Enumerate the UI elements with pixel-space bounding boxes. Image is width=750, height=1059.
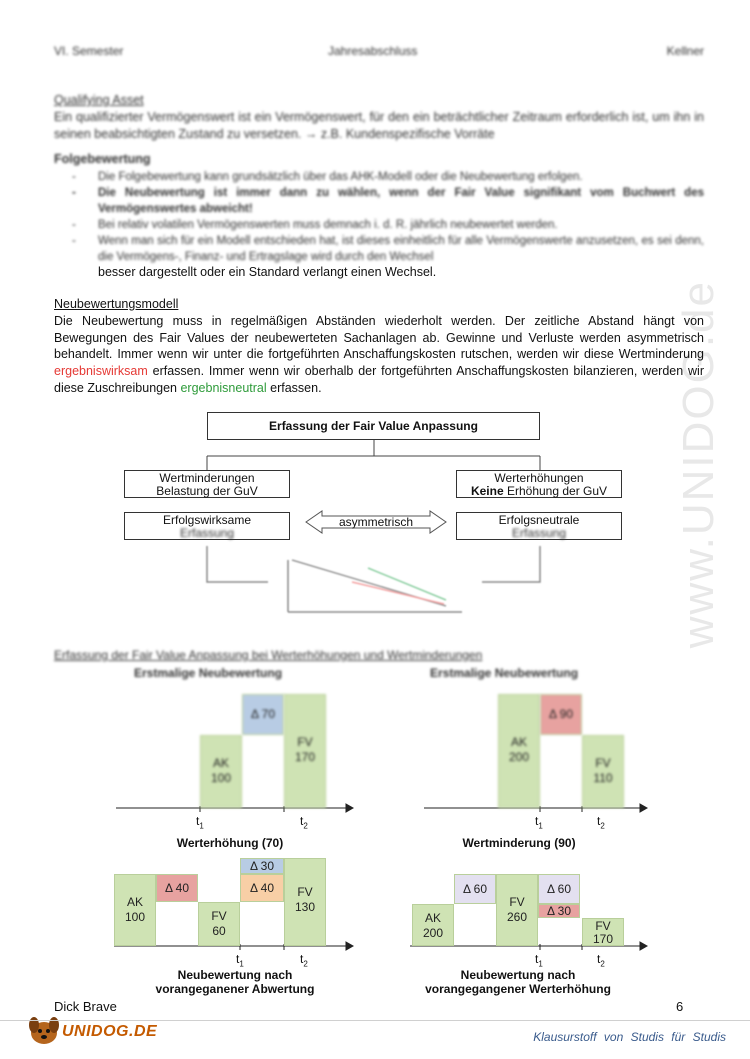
chart2-ak-label: AK [510, 735, 527, 749]
flow-right2-line-2: Erfassung [511, 526, 567, 540]
chart3-fv2-value: 130 [294, 900, 316, 914]
chart3-caption [120, 968, 350, 996]
header-left: VI. Semester [54, 44, 124, 58]
section2-title: Erfassung der Fair Value Anpassung bei Werterhöhungen und Wertminderungen [54, 648, 483, 662]
chart4-t1-label: $t_1$ [535, 952, 543, 969]
footer-page-number: 6 [676, 999, 684, 1014]
chart3-fv2-bar [284, 858, 326, 946]
chart1-t1-label: $t_1$ [196, 814, 204, 831]
chart3-fv2-label: FV [297, 885, 313, 899]
chart4-caption-line-1: Neubewertung nach [460, 968, 576, 982]
chart2-delta-bar: Δ 90 [540, 694, 582, 735]
chart3-ak-value: 100 [124, 910, 146, 924]
chart1-fv-value: 170 [294, 750, 316, 764]
chart4-fv1-bar [496, 874, 538, 946]
chart4-caption-line-2: vorangegangener Werterhöhung [425, 982, 611, 996]
flow-top-box: Erfassung der Fair Value Anpassung [207, 412, 540, 440]
chart1-t2-label: $t_2$ [300, 814, 308, 831]
chart4-caption [404, 968, 632, 996]
chart4-fv2-bar [582, 918, 624, 946]
chart3-ak-label: AK [126, 895, 143, 909]
chart4-delta-60-second: Δ 60 [538, 874, 580, 904]
folge-title: Folgebewertung [54, 152, 151, 166]
chart3-t2-label: $t_2$ [300, 952, 308, 969]
flow-middle-label: asymmetrisch [338, 515, 413, 529]
chart3-caption-line-1: Neubewertung nach [177, 968, 293, 982]
chart1-ak-label: AK [212, 756, 229, 770]
chart3-delta-30-blue: Δ 30 [240, 858, 284, 874]
chart1-delta-bar: Δ 70 [242, 694, 284, 735]
unidog-logo [24, 1013, 158, 1047]
chart2-ak-bar [498, 694, 540, 808]
chart3-caption-line-2: vorangeganener Abwertung [155, 982, 315, 996]
chart3-ak-bar [114, 874, 156, 946]
flow-right-keine: Keine [470, 484, 504, 498]
dog-icon [24, 1013, 64, 1047]
chart4-fv1-label: FV [509, 895, 525, 909]
section2-right-subtitle: Erstmalige Neubewertung [430, 666, 579, 680]
neubewertung-text-1: Die Neubewertung muss in regelmäßigen Abständen wiederholt werden. Der zeitliche Abstand hängt von Bewegungen des Fair Values der neubewerteten Sachanlagen ab. Gewinne und Verluste werden asymmetrisch behandelt. Immer wenn wir unter die fortgeführten Anschaffungskosten rutschen, werden wir diese Wertminderung [54, 313, 704, 362]
watermark-text: www.UNIDOG.de [674, 280, 723, 649]
qualifying-title: Qualifying Asset [54, 93, 144, 107]
qualifying-text: Ein qualifizierter Vermögenswert ist ein Vermögenswert, für den ein beträchtlicher Zeitraum erforderlich ist, um ihn in seinen beabsichtigten Zustand zu versetzen. → z.B. Kundenspezifische Vorräte [54, 109, 704, 141]
chart3-fv1-value: 60 [212, 924, 226, 938]
chart4-delta-60-first: Δ 60 [454, 874, 496, 904]
folge-bullet-4: - Wenn man sich für ein Modell entschieden hat, ist dieses einheitlich für alle Vermögenswerte anzusetzen, es sei denn, die Vermögens-, Finanz- und Ertragslage wird durch den Wechsel [54, 233, 704, 265]
flow-right-rest: Erhöhung der GuV [503, 484, 608, 498]
neubewertung-title: Neubewertungsmodell [54, 297, 179, 311]
folge-bullet-1: - Die Folgebewertung kann grundsätzlich über das AHK-Modell oder die Neubewertung erfolgen. [54, 169, 704, 185]
chart2-fv-label: FV [595, 756, 611, 770]
chart3-delta-40-red: Δ 40 [156, 874, 198, 902]
folge-bullet-2: - Die Neubewertung ist immer dann zu wählen, wenn der Fair Value signifikant vom Buchwert des Vermögenswertes abweicht! [54, 185, 704, 217]
folge-bullet-3: - Bei relativ volatilen Vermögenswerten muss demnach i. d. R. jährlich neubewertet werden. [54, 217, 704, 233]
chart3-fv1-bar [198, 902, 240, 946]
chart1-ak-value: 100 [210, 771, 232, 785]
chart1-caption: Werterhöhung (70) [176, 836, 284, 850]
footer-author: Dick Brave [54, 999, 117, 1014]
chart4-delta-30-red: Δ 30 [538, 904, 580, 918]
chart2-t1-label: $t_1$ [535, 814, 543, 831]
header-center: Jahresabschluss [328, 44, 418, 58]
chart2-fv-value: 110 [593, 771, 613, 785]
flow-left-line-1: Wertminderungen [159, 471, 255, 485]
chart2-t2-label: $t_2$ [597, 814, 605, 831]
header-right: Kellner [666, 44, 704, 58]
flow-right-line-1: Werterhöhungen [494, 471, 584, 485]
flow-left2-line-2: Erfassung [179, 526, 235, 540]
footer-slogan: Klausurstoff von Studis für Studis [533, 1030, 726, 1044]
chart4-fv2-label: FV [595, 919, 611, 933]
chart2-caption: Wertminderung (90) [462, 836, 576, 850]
chart1-ak-bar [200, 735, 242, 808]
red-keyword: ergebniswirksam [54, 364, 148, 379]
chart4-ak-label: AK [424, 911, 441, 925]
chart4-t2-label: $t_2$ [597, 952, 605, 969]
flow-left-line-2: Belastung der GuV [156, 484, 258, 498]
chart4-fv1-value: 260 [506, 910, 528, 924]
chart4-ak-value: 200 [422, 926, 444, 940]
logo-text: UNIDOG.DE [62, 1023, 158, 1040]
flow-right2-line-1: Erfolgsneutrale [498, 513, 580, 527]
chart3-delta-40-orange: Δ 40 [240, 874, 284, 902]
section2-left-subtitle: Erstmalige Neubewertung [134, 666, 283, 680]
chart3-fv1-label: FV [211, 909, 227, 923]
folge-continuation: besser dargestellt oder ein Standard verlangt einen Wechsel. [98, 265, 437, 279]
chart4-ak-bar [412, 904, 454, 946]
green-keyword: ergebnisneutral [180, 380, 267, 395]
chart2-fv-bar [582, 735, 624, 808]
footer-divider [0, 1020, 750, 1021]
neubewertung-text-2: erfassen. Immer wenn wir oberhalb der fortgeführten Anschaffungskosten bilanzieren, werden wir diese Zuschreibungen [54, 364, 704, 395]
neubewertung-text-3: erfassen. [266, 380, 322, 395]
chart4-fv2-value: 170 [592, 932, 614, 946]
chart3-t1-label: $t_1$ [236, 952, 244, 969]
chart1-fv-label: FV [297, 735, 313, 749]
flow-left2-line-1: Erfolgswirksame [162, 513, 252, 527]
chart2-ak-value: 200 [508, 750, 530, 764]
chart1-fv-bar [284, 694, 326, 808]
